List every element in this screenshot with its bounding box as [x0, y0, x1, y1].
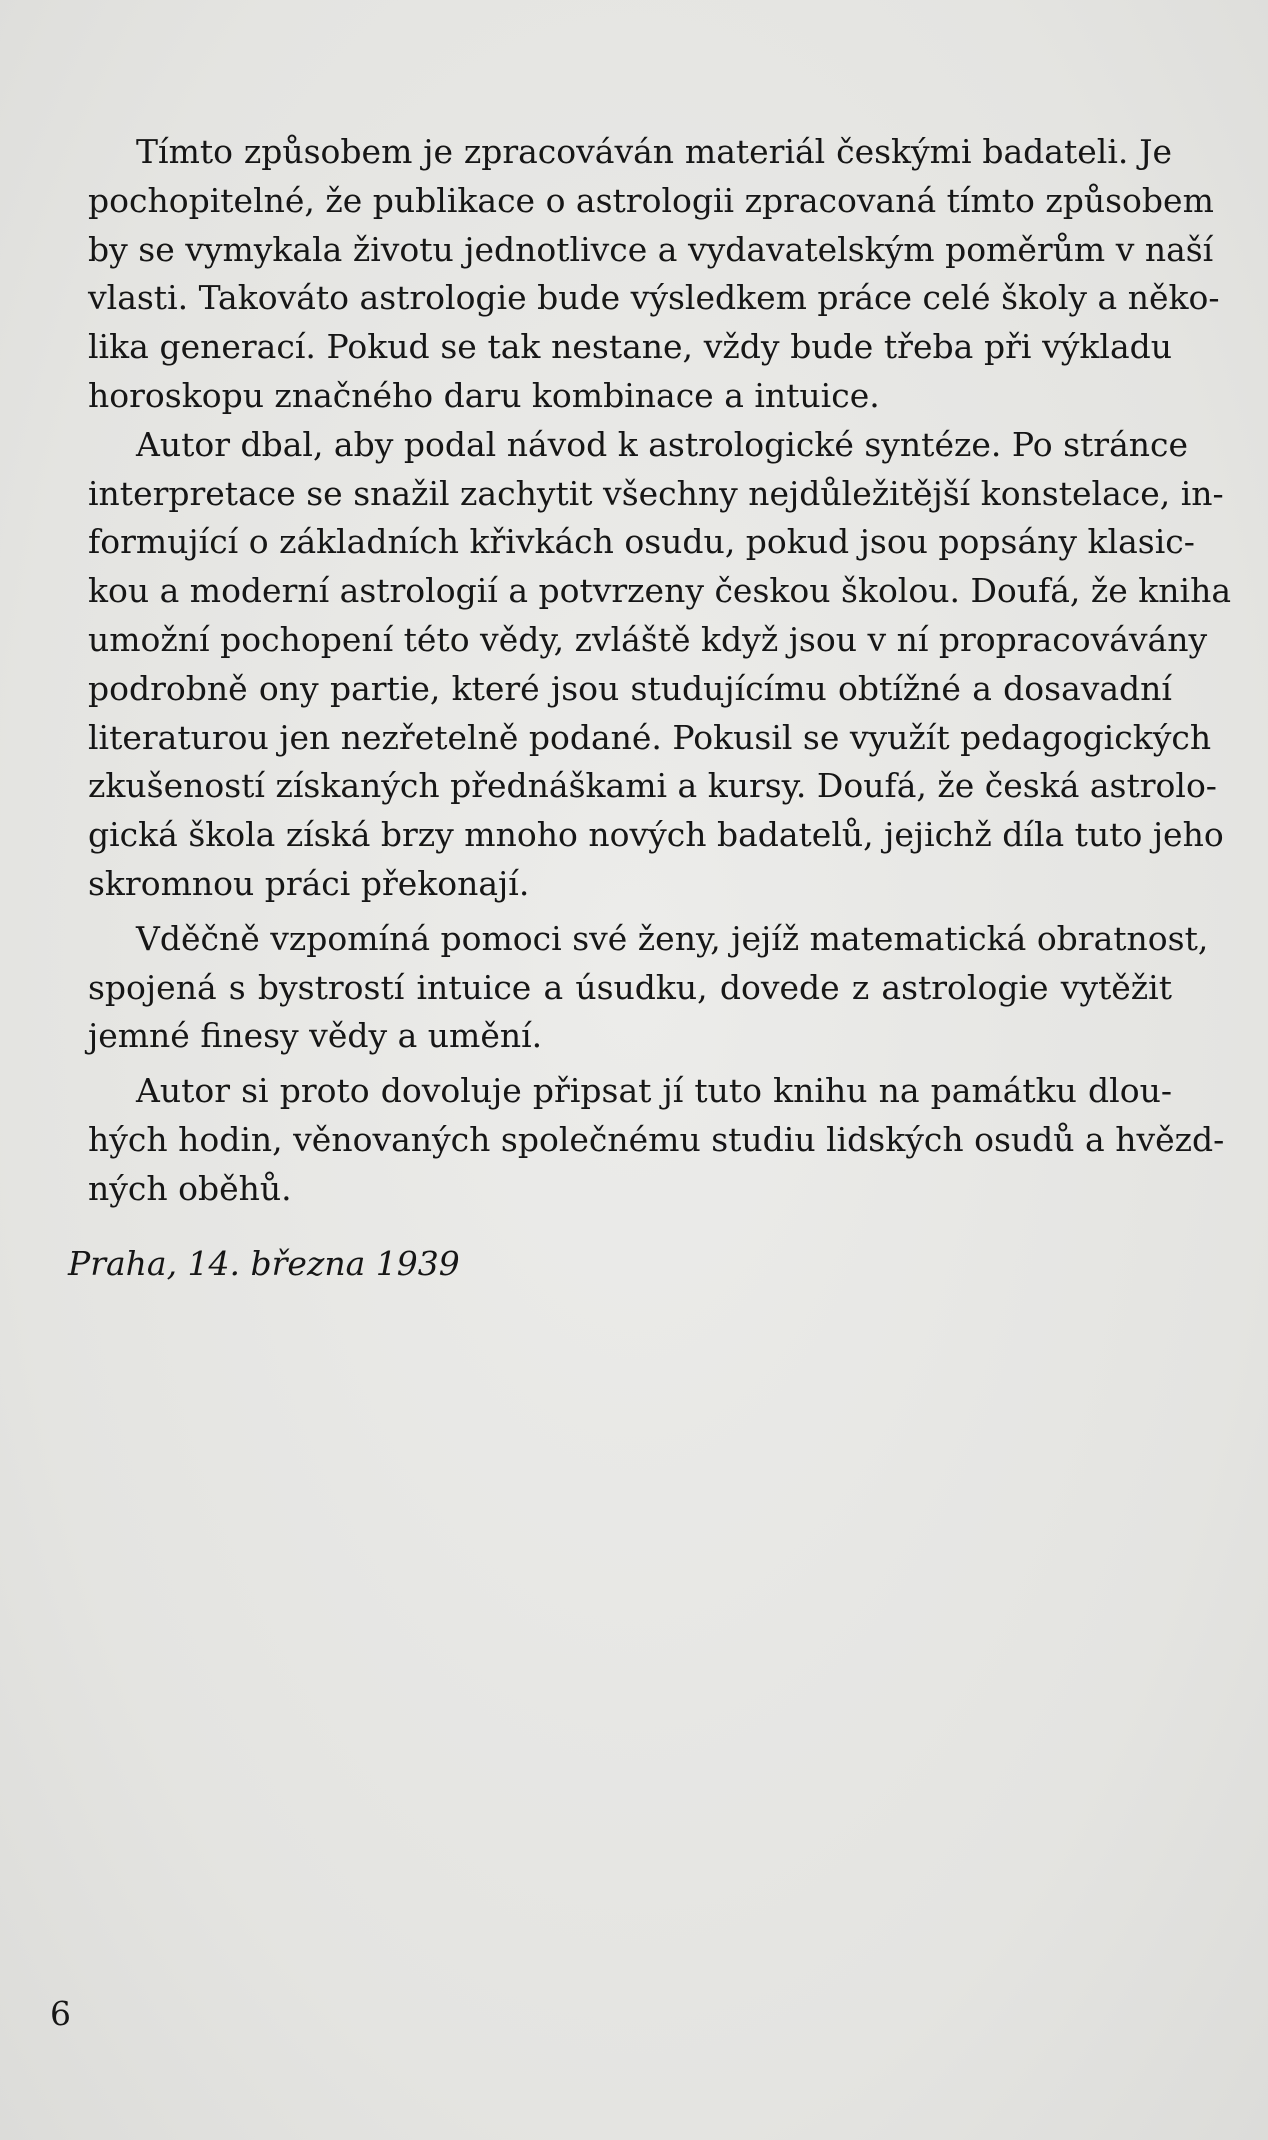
text-line: Vděčně vzpomíná pomoci své ženy, jejíž matematická obratnost,: [136, 918, 1209, 958]
text-line: vlasti. Takováto astrologie bude výsledkem práce celé školy a něko-: [88, 278, 1220, 318]
page-number: 6: [50, 1994, 71, 2033]
text-line: pochopitelné, že publikace o astrologii zpracovaná tímto způsobem: [88, 180, 1214, 220]
text-line: jemné finesy vědy a umění.: [88, 1016, 543, 1056]
text-line: Autor dbal, aby podal návod k astrologické syntéze. Po stránce: [136, 424, 1189, 464]
paragraph-4: [88, 1067, 1225, 1213]
paragraph-2: [88, 421, 1232, 909]
text-line: formující o základních křivkách osudu, pokud jsou popsány klasic-: [88, 522, 1195, 562]
text-line: lika generací. Pokud se tak nestane, vždy bude třeba při výkladu: [88, 327, 1172, 367]
text-line: podrobně ony partie, které jsou studujícímu obtížné a dosavadní: [88, 668, 1172, 708]
text-line: literaturou jen nezřetelně podané. Pokusil se využít pedagogických: [88, 717, 1212, 757]
text-line: by se vymykala životu jednotlivce a vydavatelským poměrům v naší: [88, 229, 1214, 269]
place-date-signature: Praha, 14. března 1939: [68, 1244, 460, 1283]
text-line: Tímto způsobem je zpracováván materiál českými badateli. Je: [136, 132, 1172, 171]
paragraph-1: [88, 128, 1220, 421]
text-line: skromnou práci překonají.: [88, 863, 530, 903]
text-line: ných oběhů.: [88, 1168, 292, 1208]
text-line: zkušeností získaných přednáškami a kursy. Doufá, že česká astrolo-: [88, 766, 1217, 806]
text-line: hých hodin, věnovaných společnému studiu lidských osudů a hvězd-: [88, 1119, 1225, 1159]
paragraph-3: [88, 915, 1209, 1061]
text-line: umožní pochopení této vědy, zvláště když jsou v ní propracovávány: [88, 619, 1208, 659]
text-line: Autor si proto dovoluje připsat jí tuto knihu na památku dlou-: [136, 1071, 1172, 1111]
text-line: horoskopu značného daru kombinace a intuice.: [88, 375, 880, 415]
text-line: interpretace se snažil zachytit všechny nejdůležitější konstelace, in-: [88, 473, 1224, 513]
body-text: [88, 128, 1232, 1214]
text-line: gická škola získá brzy mnoho nových badatelů, jejichž díla tuto jeho: [88, 815, 1224, 855]
text-line: spojená s bystrostí intuice a úsudku, dovede z astrologie vytěžit: [88, 967, 1172, 1007]
text-line: kou a moderní astrologií a potvrzeny českou školou. Doufá, že kniha: [88, 571, 1232, 611]
